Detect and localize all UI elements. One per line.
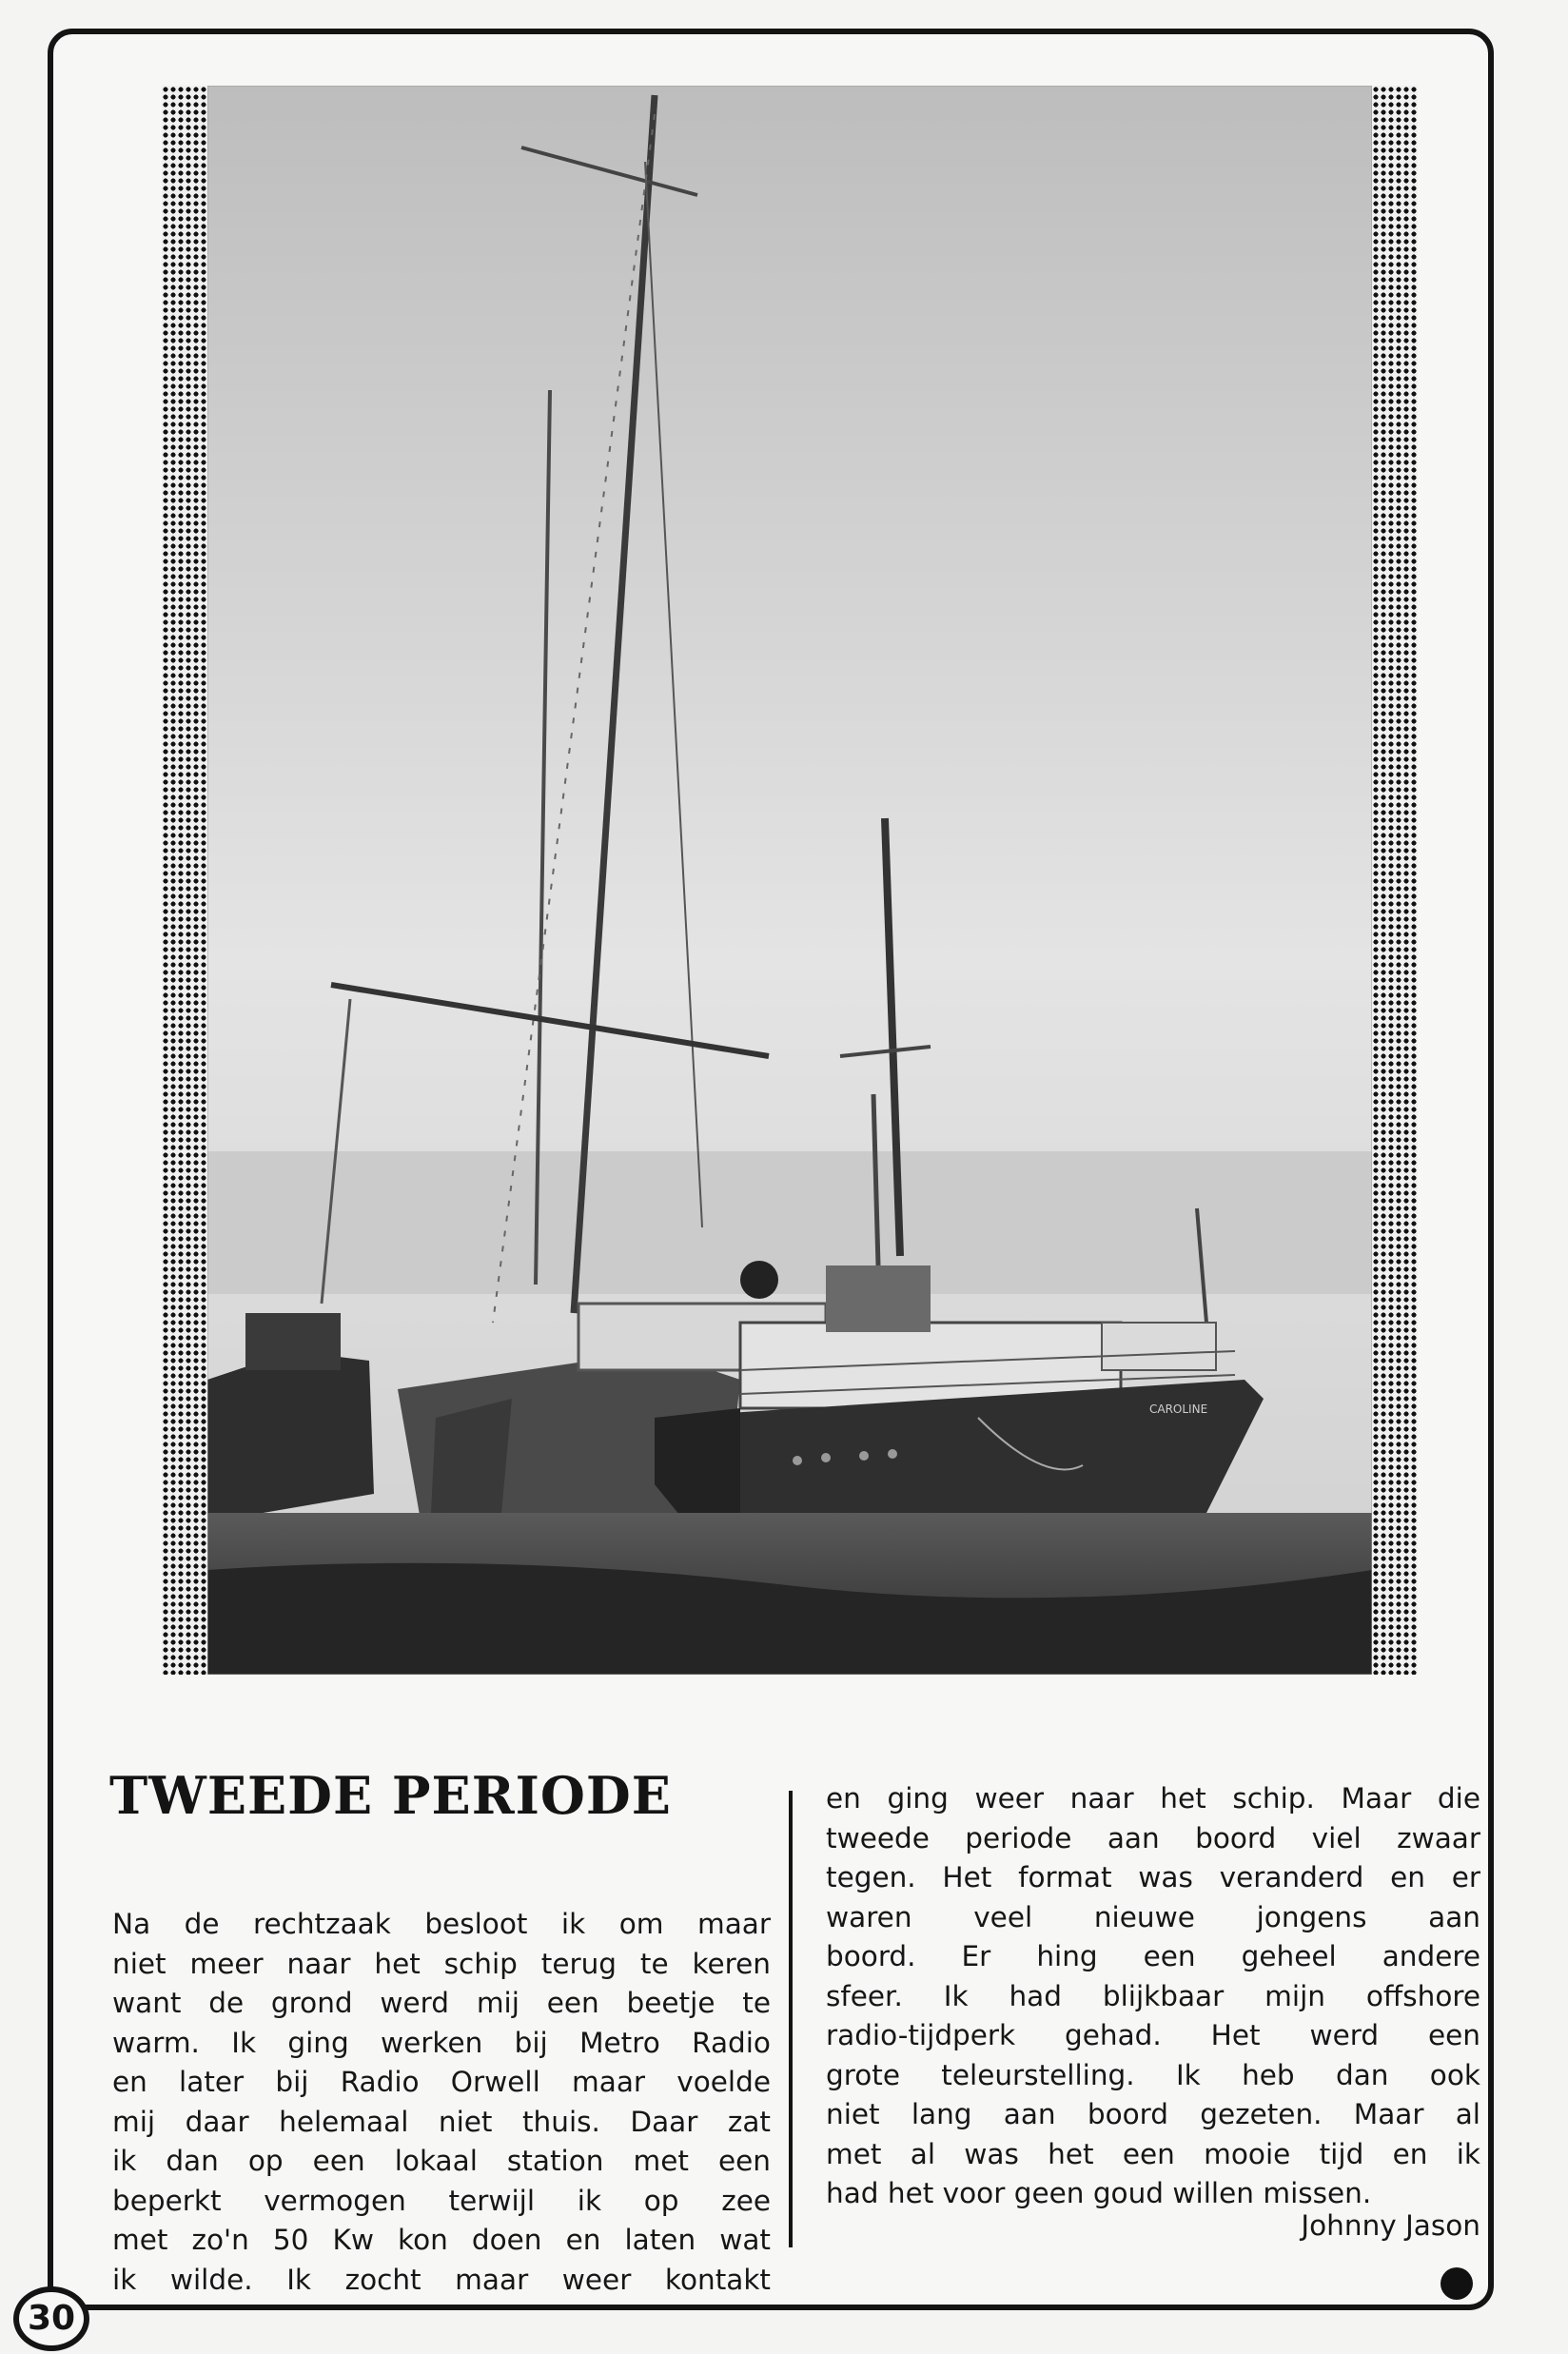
halftone-border-right (1372, 86, 1418, 1675)
text-line: boord. Er hing een geheel andere (826, 1940, 1480, 1972)
text-line: want de grond werd mij een beetje te (112, 1987, 771, 2019)
article-column-right (826, 1779, 1480, 2214)
text-line: tegen. Het format was veranderd en er (826, 1861, 1480, 1893)
text-line: tweede periode aan boord viel zwaar (826, 1821, 1480, 1854)
text-line: met al was het een mooie tijd en ik (826, 2137, 1480, 2170)
author-signature: Johnny Jason (1301, 2209, 1480, 2242)
text-line: en later bij Radio Orwell maar voelde (112, 2066, 771, 2098)
ship-name-plate: CAROLINE (1149, 1403, 1208, 1416)
page-number: 30 (13, 2286, 89, 2351)
text-line: niet lang aan boord gezeten. Maar al (826, 2098, 1480, 2130)
text-line: ik wilde. Ik zocht maar weer kontakt (112, 2263, 771, 2296)
article-column-left (112, 1905, 771, 2300)
column-divider (789, 1791, 793, 2247)
text-line: had het voor geen goud willen missen. (826, 2177, 1372, 2209)
text-line: warm. Ik ging werken bij Metro Radio (112, 2026, 771, 2059)
text-line: sfeer. Ik had blijkbaar mijn offshore (826, 1979, 1480, 2012)
text-line: waren veel nieuwe jongens aan (826, 1900, 1480, 1933)
article-headline: TWEEDE PERIODE (109, 1765, 672, 1826)
photo-block (162, 86, 1418, 1675)
text-line: en ging weer naar het schip. Maar die (826, 1782, 1480, 1815)
text-line: grote teleurstelling. Ik heb dan ook (826, 2058, 1480, 2091)
ships-in-harbour-image (207, 86, 1372, 1675)
text-line: niet meer naar het schip terug te keren (112, 1947, 771, 1980)
text-line: met zo'n 50 Kw kon doen en laten wat (112, 2224, 771, 2256)
text-line: radio-tijdperk gehad. Het werd een (826, 2019, 1480, 2051)
halftone-border-left (162, 86, 207, 1675)
end-of-article-dot (1441, 2267, 1473, 2300)
text-line: Na de rechtzaak besloot ik om maar (112, 1908, 771, 1940)
text-line: mij daar helemaal niet thuis. Daar zat (112, 2105, 771, 2138)
ship-photo (207, 86, 1372, 1675)
text-line: ik dan op een lokaal station met een (112, 2145, 771, 2177)
text-line: beperkt vermogen terwijl ik op zee (112, 2184, 771, 2217)
